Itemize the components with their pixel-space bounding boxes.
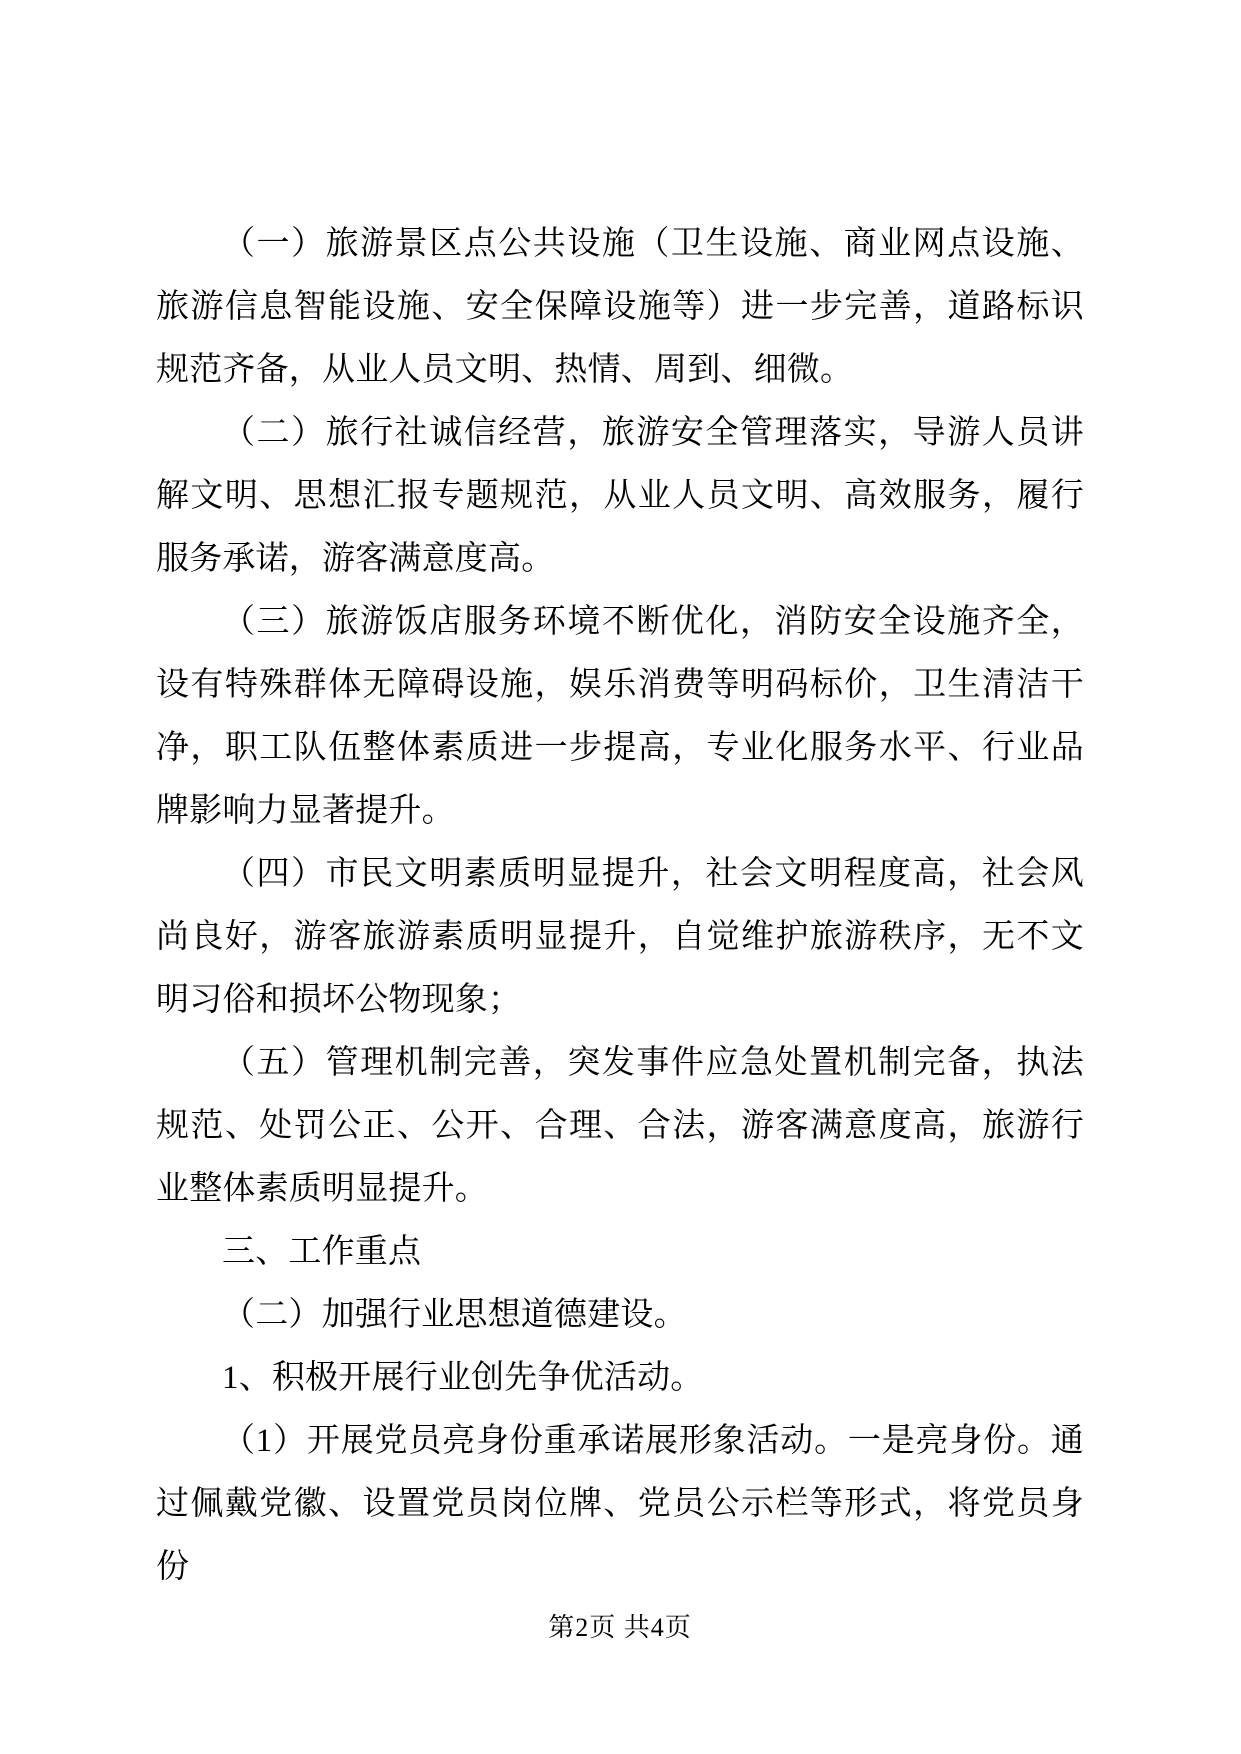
paragraph: （1）开展党员亮身份重承诺展形象活动。一是亮身份。通过佩戴党徽、设置党员岗位牌、党员公示栏等形式，将党员身份 <box>156 1423 1084 1585</box>
paragraph: （四）市民文明素质明显提升，社会文明程度高，社会风尚良好，游客旅游素质明显提升，自觉维护旅游秩序，无不文明习俗和损坏公物现象； <box>156 856 1084 1018</box>
paragraph: （二）加强行业思想道德建设。 <box>222 1297 687 1333</box>
paragraph: 三、工作重点 <box>222 1234 422 1270</box>
paragraph: （三）旅游饭店服务环境不断优化，消防安全设施齐全，设有特殊群体无障碍设施，娱乐消费等明码标价，卫生清洁干净，职工队伍整体素质进一步提高，专业化服务水平、行业品牌影响力显著提升。 <box>156 604 1084 829</box>
page-number-label: 第2页 共4页 <box>548 1613 692 1642</box>
document-body <box>156 213 1084 1599</box>
page-footer <box>156 1608 1084 1648</box>
paragraph: （一）旅游景区点公共设施（卫生设施、商业网点设施、旅游信息智能设施、安全保障设施等）进一步完善，道路标识规范齐备，从业人员文明、热情、周到、细微。 <box>156 226 1084 388</box>
paragraph: 1、积极开展行业创先争优活动。 <box>222 1360 704 1396</box>
paragraph: （五）管理机制完善，突发事件应急处置机制完备，执法规范、处罚公正、公开、合理、合法，游客满意度高，旅游行业整体素质明显提升。 <box>156 1045 1084 1207</box>
paragraph: （二）旅行社诚信经营，旅游安全管理落实，导游人员讲解文明、思想汇报专题规范，从业人员文明、高效服务，履行服务承诺，游客满意度高。 <box>156 415 1084 577</box>
